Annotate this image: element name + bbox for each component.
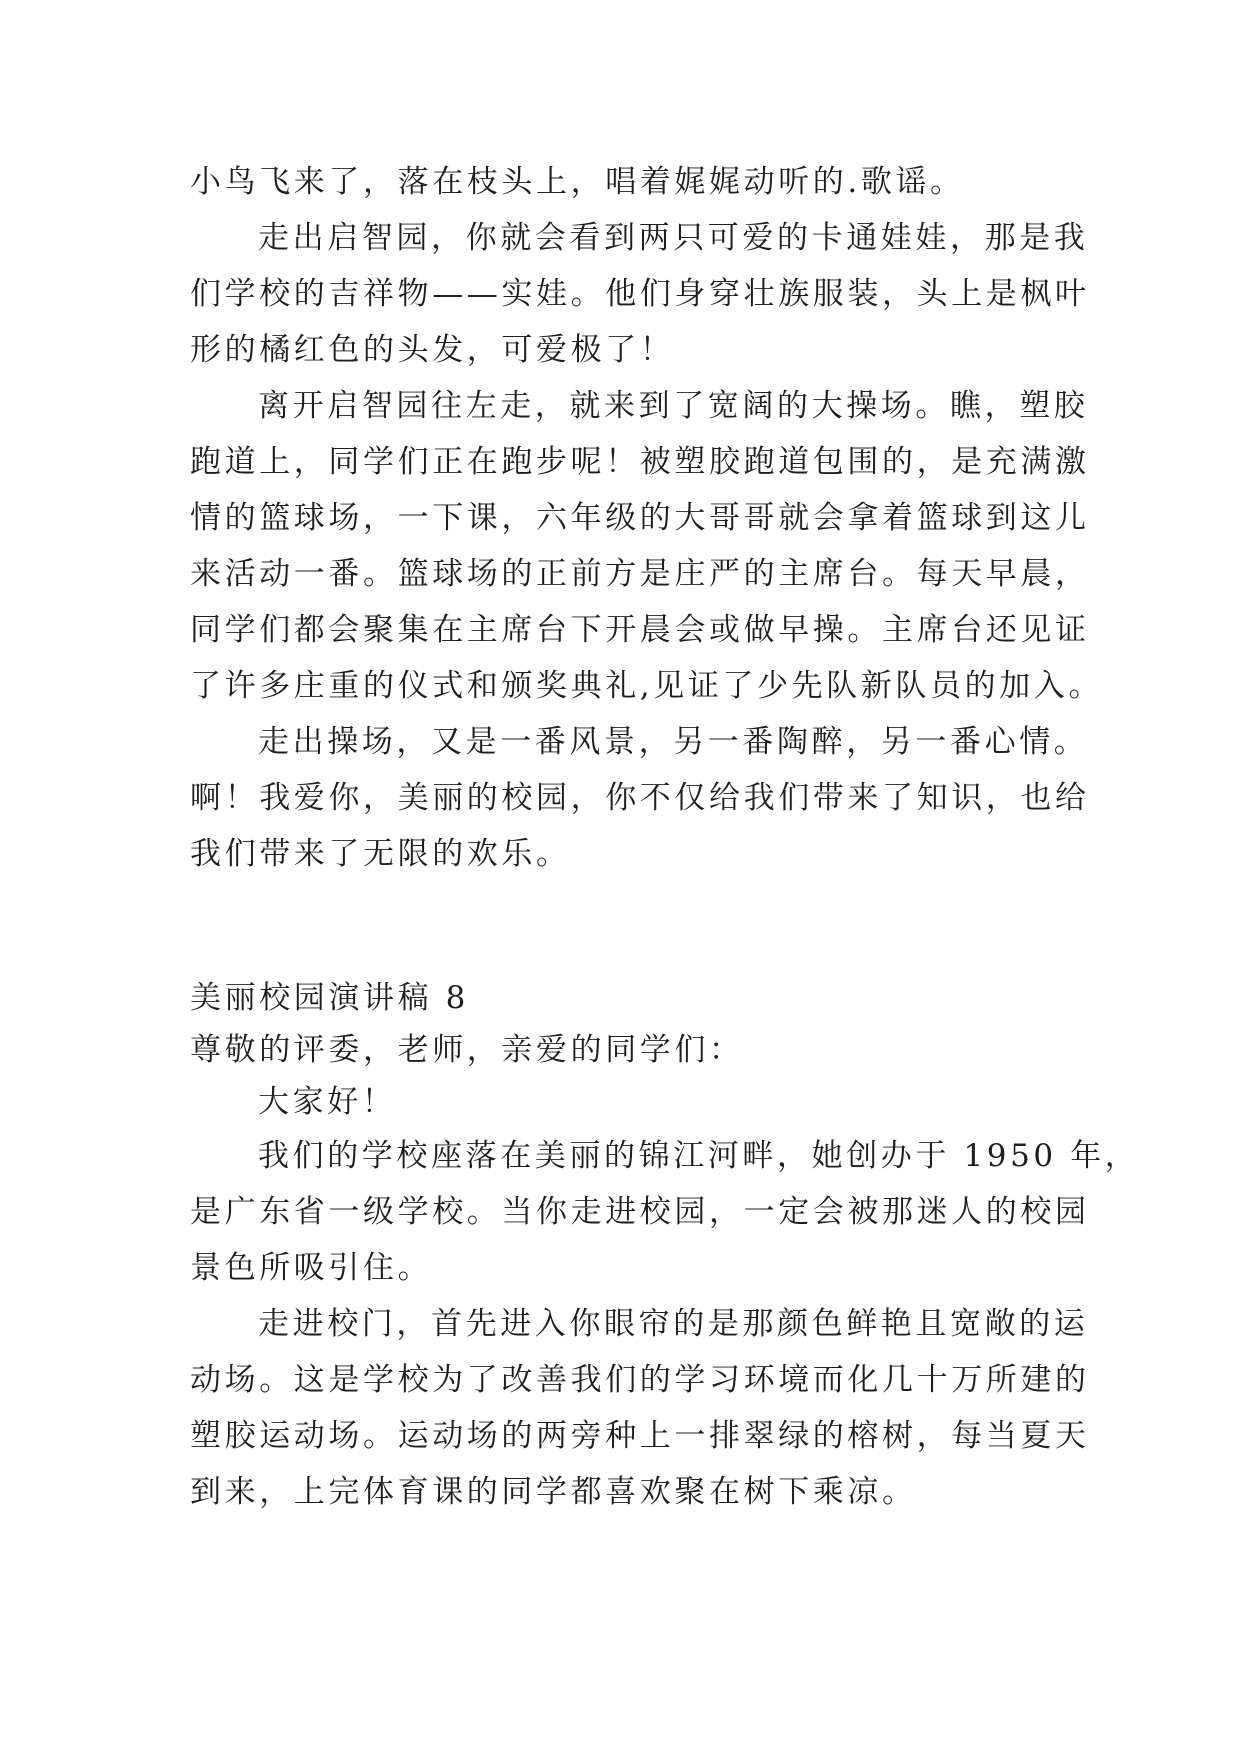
section-title: 美丽校园演讲稿 8 (190, 980, 469, 1016)
greeting: 大家好！ (258, 1084, 397, 1120)
text-line: 小鸟飞来了，落在枝头上，唱着娓娓动听的.歌谣。 (190, 164, 965, 200)
text-line: 走进校门，首先进入你眼帘的是那颜色鲜艳且宽敞的运 (258, 1306, 1089, 1342)
text-line: 塑胶运动场。运动场的两旁种上一排翠绿的榕树，每当夏天 (190, 1418, 1090, 1454)
text-line: 我们带来了无限的欢乐。 (190, 836, 571, 872)
text-line: 啊！我爱你，美丽的校园，你不仅给我们带来了知识，也给 (190, 780, 1090, 816)
text-line: 景色所吸引住。 (190, 1250, 433, 1286)
text-line: 来活动一番。篮球场的正前方是庄严的主席台。每天早晨， (190, 556, 1090, 592)
text-line: 情的篮球场，一下课，六年级的大哥哥就会拿着篮球到这儿 (190, 500, 1090, 536)
text-line: 了许多庄重的仪式和颁奖典礼,见证了少先队新队员的加入。 (190, 668, 1104, 704)
text-line: 们学校的吉祥物——实娃。他们身穿壮族服装，头上是枫叶 (190, 276, 1090, 312)
text-line: 形的橘红色的头发，可爱极了！ (190, 332, 675, 368)
text-line: 走出操场，又是一番风景，另一番陶醉，另一番心情。 (258, 724, 1089, 760)
essay-section-2 (190, 972, 1140, 1520)
text-line: 我们的学校座落在美丽的锦江河畔，她创办于 1950 年， (258, 1138, 1140, 1174)
salutation: 尊敬的评委，老师，亲爱的同学们： (190, 1032, 744, 1068)
text-line: 到来，上完体育课的同学都喜欢聚在树下乘凉。 (190, 1474, 917, 1510)
text-line: 跑道上，同学们正在跑步呢！被塑胶跑道包围的，是充满激 (190, 444, 1090, 480)
text-line: 是广东省一级学校。当你走进校园，一定会被那迷人的校园 (190, 1194, 1090, 1230)
essay-section-1 (190, 154, 1104, 882)
text-line: 动场。这是学校为了改善我们的学习环境而化几十万所建的 (190, 1362, 1090, 1398)
text-line: 走出启智园，你就会看到两只可爱的卡通娃娃，那是我 (258, 220, 1089, 256)
text-line: 离开启智园往左走，就来到了宽阔的大操场。瞧，塑胶 (258, 388, 1089, 424)
text-line: 同学们都会聚集在主席台下开晨会或做早操。主席台还见证 (190, 612, 1090, 648)
